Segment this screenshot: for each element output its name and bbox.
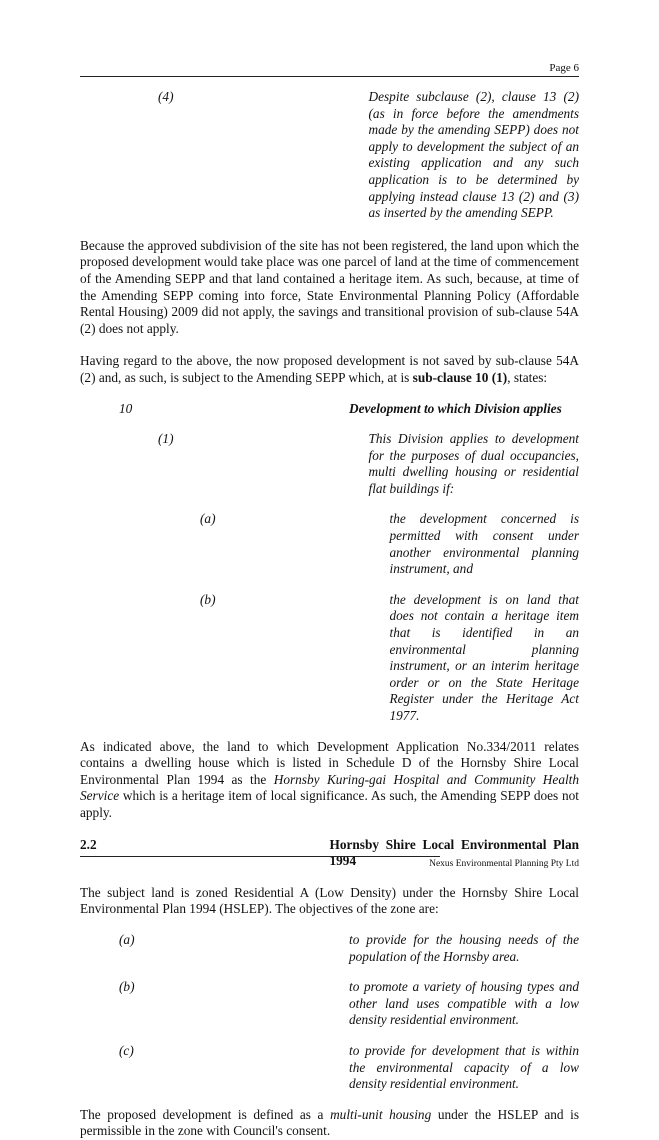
objective-b	[119, 979, 579, 1029]
objective-a	[119, 932, 579, 965]
document-body	[80, 89, 579, 1140]
objective-text: to promote a variety of housing types and other land uses compatible with a low density residential environment.	[349, 979, 579, 1028]
defined-term: multi-unit housing	[330, 1106, 432, 1122]
clause-4	[158, 89, 579, 222]
paragraph-heritage	[80, 739, 579, 822]
objective-label: (a)	[119, 931, 135, 947]
page-number: Page 6	[549, 62, 579, 74]
paragraph-definition-end: under the HSLEP and is permissible in the zone with Council's consent.	[80, 1106, 579, 1139]
subclause-reference: sub-clause 10 (1)	[412, 369, 508, 385]
clause-10-item-b	[200, 592, 579, 725]
paragraph-saving-end: , states:	[507, 369, 548, 385]
paragraph-definition-text: The proposed development is defined as a	[80, 1106, 331, 1122]
paragraph-definition	[80, 1107, 579, 1140]
paragraph-subdivision: Because the approved subdivision of the site has not been registered, the land upon which the proposed development would take place was one parcel of land at the time of commencement of the Amending SEPP and that land contained a heritage item. As such, because, at time of the Amending SEPP coming into force, State Environmental Planning Policy (Affordable Rental Housing) 2009 did not apply, the savings and transitional provision of sub-clause 54A (2) does not apply.	[80, 237, 579, 336]
item-label: (a)	[200, 511, 216, 527]
objective-c	[119, 1043, 579, 1093]
footer-company: Nexus Environmental Planning Pty Ltd	[429, 859, 579, 869]
section-title: Hornsby Shire Local Environmental Plan 1994	[329, 836, 579, 869]
page-header	[80, 62, 579, 76]
section-number: 2.2	[80, 836, 97, 852]
clause-10-sub-1	[158, 431, 579, 497]
footer-rule	[80, 856, 440, 857]
clause-10-sub-1-text: This Division applies to development for the purposes of dual occupancies, multi dwelling housing or residential flat buildings if:	[368, 431, 579, 496]
objective-label: (c)	[119, 1042, 134, 1058]
clause-10-heading	[119, 401, 579, 418]
paragraph-heritage-text: As indicated above, the land to which Development Application No.334/2011 relates contains a dwelling house which is listed in Schedule D of the Hornsby Shire Local Environmental Plan 1994 as the	[80, 738, 579, 787]
clause-10-number: 10	[119, 400, 133, 416]
paragraph-saving	[80, 353, 579, 386]
paragraph-saving-text: Having regard to the above, the now proposed development is not saved by sub-clause 54A (2) and, as such, is subject to the Amending SEPP which, at is	[80, 353, 579, 385]
item-text: the development concerned is permitted with consent under another environmental planning instrument, and	[389, 511, 579, 577]
clause-4-label: (4)	[158, 89, 174, 104]
paragraph-heritage-end: which is a heritage item of local significance. As such, the Amending SEPP does not apply.	[80, 788, 579, 820]
clause-10-title: Development to which Division applies	[349, 400, 562, 416]
clause-10-sub-1-label: (1)	[158, 431, 174, 447]
objective-text: to provide for the housing needs of the population of the Hornsby area.	[349, 931, 579, 964]
item-label: (b)	[200, 591, 216, 607]
clause-4-text: Despite subclause (2), clause 13 (2) (as in force before the amendments made by the amending SEPP) does not apply to development the subject of an existing application and any such application is to be determined by applying instead clause 13 (2) and (3) as inserted by the amending SEPP.	[368, 89, 579, 221]
objective-text: to provide for development that is within the environmental capacity of a low density residential environment.	[349, 1042, 579, 1092]
objective-label: (b)	[119, 979, 135, 995]
heritage-item-name: Hornsby Kuring-gai Hospital and Community Health Service	[80, 771, 579, 804]
item-text: the development is on land that does not contain a heritage item that is identified in an environmental planning instrument, or an interim heritage order or on the State Heritage Register under the Heritage Act 1977.	[389, 591, 579, 723]
header-rule	[80, 76, 579, 77]
clause-10-item-a	[200, 511, 579, 577]
paragraph-zoning: The subject land is zoned Residential A (Low Density) under the Hornsby Shire Local Environmental Plan 1994 (HSLEP). The objectives of the zone are:	[80, 884, 579, 917]
